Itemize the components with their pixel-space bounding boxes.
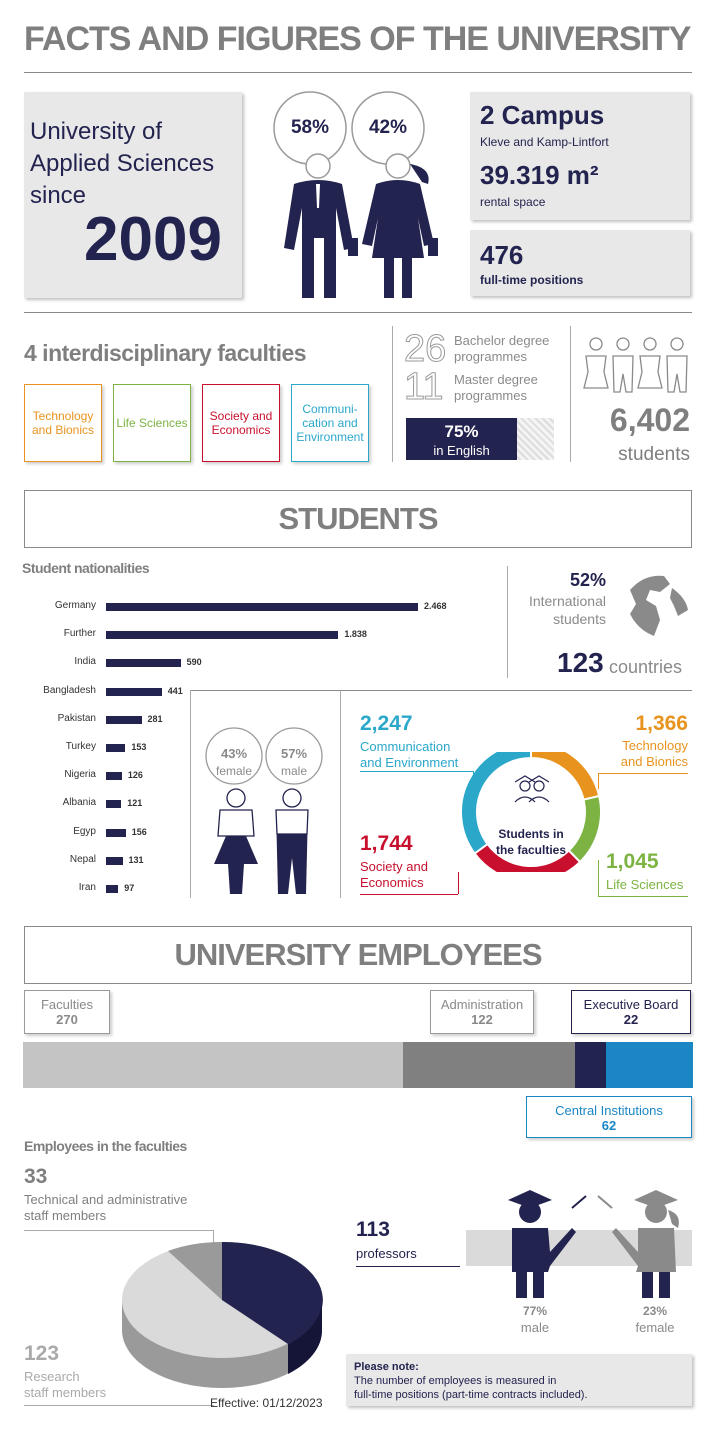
divider xyxy=(24,312,692,313)
prof-male-pct: 77% xyxy=(522,1304,548,1318)
female-professor-icon xyxy=(612,1228,676,1272)
student-gender-figures xyxy=(200,718,330,898)
master-num: 11 xyxy=(404,366,444,408)
bar-germany xyxy=(106,603,418,611)
bar-value-label: 1.838 xyxy=(344,629,367,640)
bar-segment-faculties xyxy=(23,1042,403,1088)
bachelor-text: Bachelor degree programmes xyxy=(454,333,550,364)
bar-category-label: Egyp xyxy=(73,825,96,837)
central-callout: Central Institutions 62 xyxy=(526,1096,692,1138)
students-people-icon xyxy=(582,336,692,396)
faculty-life-sciences: Life Sciences xyxy=(113,384,191,462)
bar-pakistan xyxy=(106,716,142,724)
admin-callout: Administration 122 xyxy=(430,990,534,1034)
bar-iran xyxy=(106,885,118,893)
rental-sub: rental space xyxy=(480,195,546,209)
life-label: Life Sciences xyxy=(606,877,684,892)
bar-value-label: 131 xyxy=(128,854,144,865)
bar-value-label: 97 xyxy=(124,883,135,893)
student-male-pct: 57% xyxy=(280,746,308,761)
bar-value-label: 156 xyxy=(131,826,147,837)
positions-card xyxy=(470,230,690,296)
since-year: 2009 xyxy=(84,205,222,274)
bar-value-label: 2.468 xyxy=(424,601,447,611)
bar-segment-executive-board xyxy=(575,1042,606,1088)
faculty-communication: Communi- cation and Environment xyxy=(291,384,369,462)
positions-count: 476 xyxy=(480,240,524,270)
bar-turkey xyxy=(106,744,125,752)
since-card xyxy=(24,92,242,298)
male-professor-icon xyxy=(512,1228,576,1272)
bar-category-label: Germany xyxy=(54,600,96,611)
comm-label: Communication and Environment xyxy=(360,739,459,770)
bar-category-label: Turkey xyxy=(65,741,96,752)
students-text: students xyxy=(618,444,690,465)
bar-india xyxy=(106,659,181,667)
bar-category-label: Iran xyxy=(78,882,96,893)
faculty-society: Society and Economics xyxy=(202,384,280,462)
countries-text: countries xyxy=(609,657,683,677)
rental-space: 39.319 m² xyxy=(480,160,599,190)
positions-sub: full-time positions xyxy=(480,273,584,287)
bar-value-label: 590 xyxy=(186,657,202,668)
bar-further xyxy=(106,631,338,639)
international-pct: 52% xyxy=(569,570,606,590)
divider xyxy=(190,690,191,898)
professors-text: professors xyxy=(356,1246,417,1261)
page-title: FACTS AND FIGURES OF THE UNIVERSITY xyxy=(24,20,691,58)
international-text: International students xyxy=(528,593,606,627)
nationalities-heading: Student nationalities xyxy=(22,560,150,576)
bar-category-label: Nepal xyxy=(69,853,96,865)
since-text-1: University of xyxy=(30,118,163,145)
divider xyxy=(570,326,571,462)
research-num: 123 xyxy=(24,1342,60,1365)
campus-sub: Kleve and Kamp-Lintfort xyxy=(480,135,609,149)
bar-value-label: 281 xyxy=(147,713,163,724)
bar-nigeria xyxy=(106,772,122,780)
donut-center-text: Students in the faculties xyxy=(495,827,567,857)
professors-num: 113 xyxy=(356,1218,390,1241)
bar-category-label: Bangladesh xyxy=(43,684,96,696)
faculty-technology: Technology and Bionics xyxy=(24,384,102,462)
male-pct: 58% xyxy=(290,117,330,138)
professor-figures xyxy=(486,1180,692,1300)
tech-staff-text: Technical and administrative staff members xyxy=(24,1192,188,1223)
bar-value-label: 121 xyxy=(127,798,143,809)
bar-category-label: Pakistan xyxy=(57,712,96,724)
since-text-2: Applied Sciences xyxy=(30,150,215,177)
globe-icon xyxy=(620,570,692,642)
student-male-text: male xyxy=(280,764,307,778)
effective-date: Effective: 01/12/2023 xyxy=(210,1396,323,1410)
master-text: Master degree programmes xyxy=(454,372,538,403)
bar-category-label: Further xyxy=(63,628,96,640)
society-count: 1,744 xyxy=(360,832,413,855)
divider xyxy=(340,690,341,898)
divider xyxy=(392,326,393,462)
campus-count: 2 Campus xyxy=(480,100,605,130)
bar-nepal xyxy=(106,857,123,865)
divider xyxy=(24,72,692,73)
bar-value-label: 126 xyxy=(127,770,143,781)
tech-label: Technology and Bionics xyxy=(620,738,688,769)
student-female-pct: 43% xyxy=(220,746,248,761)
english-text: in English xyxy=(433,443,490,458)
bachelor-num: 26 xyxy=(404,328,447,370)
faculties-heading: 4 interdisciplinary faculties xyxy=(24,340,307,366)
students-heading: STUDENTS xyxy=(24,490,692,548)
prof-female-text: female xyxy=(635,1320,675,1335)
bar-bangladesh xyxy=(106,688,162,696)
bar-value-label: 153 xyxy=(131,742,147,752)
prof-male-text: male xyxy=(520,1320,550,1335)
tech-staff-num: 33 xyxy=(24,1165,48,1188)
employees-pie xyxy=(118,1240,328,1390)
countries-num: 123 xyxy=(557,647,604,678)
comm-count: 2,247 xyxy=(360,712,413,735)
employees-faculties-heading: Employees in the faculties xyxy=(24,1138,187,1154)
female-pct: 42% xyxy=(368,117,408,138)
note-box: Please note: The number of employees is measured in full-time positions (part-time contracts included). xyxy=(346,1354,692,1406)
prof-female-pct: 23% xyxy=(642,1304,668,1318)
since-text-3: since xyxy=(30,182,87,209)
divider xyxy=(507,566,508,678)
bar-segment-central-institutions xyxy=(606,1042,693,1088)
campus-card xyxy=(470,92,690,220)
society-label: Society and Economics xyxy=(360,859,428,890)
english-pct: 75% xyxy=(444,422,479,441)
faculties-callout: Faculties 270 xyxy=(24,990,110,1034)
divider xyxy=(190,690,692,691)
bar-segment-administration xyxy=(403,1042,575,1088)
bar-category-label: Albania xyxy=(62,797,96,809)
bar-value-label: 441 xyxy=(167,685,183,696)
bar-category-label: Nigeria xyxy=(64,769,96,781)
employees-stacked-bar xyxy=(23,1042,693,1088)
employees-heading: UNIVERSITY EMPLOYEES xyxy=(24,926,692,984)
tech-count: 1,366 xyxy=(635,712,688,735)
bar-category-label: India xyxy=(74,656,96,668)
bar-albania xyxy=(106,800,121,808)
students-count: 6,402 xyxy=(609,402,690,438)
research-text: Research staff members xyxy=(24,1369,107,1400)
english-bar xyxy=(406,418,554,460)
bar-egyp xyxy=(106,829,126,837)
life-count: 1,045 xyxy=(606,850,659,873)
female-icon xyxy=(362,180,434,298)
exec-callout: Executive Board 22 xyxy=(571,990,691,1034)
student-female-text: female xyxy=(215,764,253,778)
